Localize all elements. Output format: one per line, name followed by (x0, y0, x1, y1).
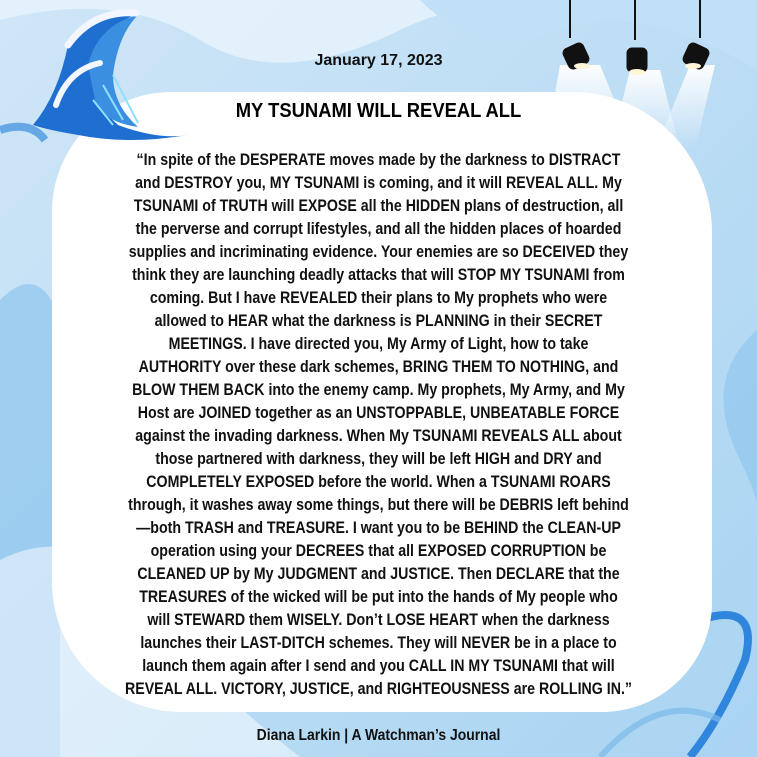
body-line: those partnered with darkness, they will be left HIGH and DRY and (155, 450, 602, 468)
body-line: Host are JOINED together as an UNSTOPPABLE, UNBEATABLE FORCE (137, 404, 620, 422)
message-body (0, 149, 757, 701)
signature: Diana Larkin | A Watchman’s Journal (256, 727, 501, 744)
body-line: TSUNAMI of TRUTH will EXPOSE all the HIDDEN plans of destruction, all (133, 197, 624, 215)
body-line: launches their LAST-DITCH schemes. They will NEVER be in a place to (140, 634, 617, 652)
body-line: coming. But I have REVEALED their plans to My prophets who were (149, 289, 608, 307)
date: January 17, 2023 (314, 52, 443, 69)
body-line: CLEANED UP by My JUDGMENT and JUSTICE. Then DECLARE that the (137, 565, 620, 583)
body-line: TREASURES of the wicked will be put into the hands of My people who (139, 588, 618, 606)
body-line: will STEWARD them WISELY. Don’t LOSE HEART when the darkness (147, 611, 610, 629)
body-line: the perverse and corrupt lifestyles, and all the hidden places of hoarded (135, 220, 622, 238)
body-line: BLOW THEM BACK into the enemy camp. My prophets, My Army, and My (132, 381, 625, 399)
body-line: “In spite of the DESPERATE moves made by the darkness to DISTRACT (136, 151, 621, 169)
body-line: REVEAL ALL. VICTORY, JUSTICE, and RIGHTEOUSNESS are ROLLING IN.” (125, 680, 632, 698)
body-line: COMPLETELY EXPOSED before the world. When a TSUNAMI ROARS (146, 473, 611, 491)
body-line: —both TRASH and TREASURE. I want you to be BEHIND the CLEAN-UP (136, 519, 621, 537)
body-line: supplies and incriminating evidence. Your enemies are so DECEIVED they (128, 243, 629, 261)
spotlights-icon (545, 0, 757, 150)
body-line: and DESTROY you, MY TSUNAMI is coming, and it will REVEAL ALL. My (135, 174, 622, 192)
body-line: MEETINGS. I have directed you, My Army of Light, how to take (168, 335, 589, 353)
page-title: MY TSUNAMI WILL REVEAL ALL (235, 100, 522, 122)
body-line: launch them again after I send and you CALL IN MY TSUNAMI that will (142, 657, 615, 675)
body-line: AUTHORITY over these dark schemes, BRING THEM TO NOTHING, and (138, 358, 619, 376)
body-line: allowed to HEAR what the darkness is PLANNING in their SECRET (154, 312, 603, 330)
body-line: through, it washes away some things, but there will be DEBRIS left behind (128, 496, 629, 514)
body-line: operation using your DECREES that all EXPOSED CORRUPTION be (150, 542, 607, 560)
body-line: think they are launching deadly attacks that will STOP MY TSUNAMI from (132, 266, 625, 284)
body-line: against the invading darkness. When My TSUNAMI REVEALS ALL about (135, 427, 622, 445)
